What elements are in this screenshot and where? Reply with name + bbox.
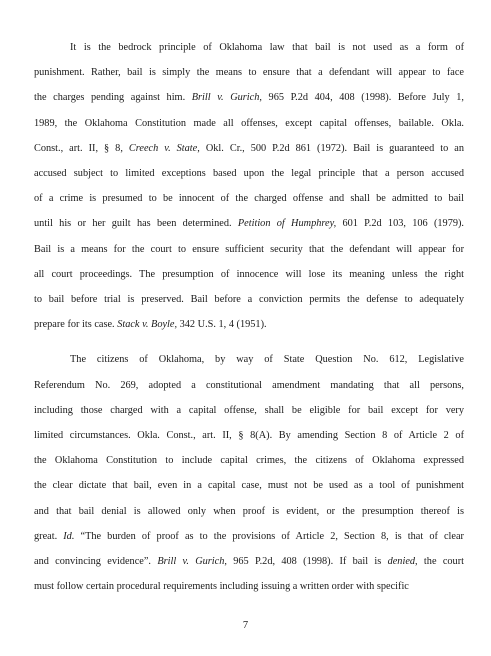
text-run: It is the bedrock principle of Oklahoma law that bail is not used as a form of	[70, 42, 464, 53]
text-run: , 965 P.2d 404, 408 (1998). Before July 1,	[259, 92, 464, 104]
case-citation: denied	[387, 556, 416, 568]
text-run: “The burden of proof as to the provisions of Article 2, Section 8, is that of clear	[74, 530, 464, 542]
text-line	[34, 211, 464, 236]
text-run: the Oklahoma Constitution to include capital crimes, the citizens of Oklahoma expressed	[34, 455, 464, 467]
case-citation: Brill v. Gurich	[191, 92, 260, 104]
paragraph-gap	[34, 337, 464, 347]
text-run: the charges pending against him.	[34, 92, 192, 104]
text-run: , the court	[415, 556, 464, 568]
text-line	[34, 186, 464, 211]
text-run: prepare for its case.	[34, 319, 118, 331]
text-run: 601 P.2d 103, 106 (1979).	[336, 218, 464, 230]
text-line	[34, 237, 464, 262]
text-line	[34, 423, 464, 448]
text-run: 1989, the Oklahoma Constitution made all offenses, except capital offenses, bailable. Okla.	[34, 117, 464, 129]
text-run: until his or her guilt has been determined.	[34, 218, 238, 230]
text-run: and convincing evidence”.	[34, 556, 158, 568]
text-line	[34, 473, 464, 498]
text-line	[34, 373, 464, 398]
text-line	[34, 35, 464, 60]
text-run: Const., art. II, § 8,	[34, 142, 129, 154]
text-line	[34, 549, 464, 574]
text-line	[34, 262, 464, 287]
text-line	[34, 448, 464, 473]
text-run: the clear dictate that bail, even in a capital case, must not be used as a tool of punishment	[34, 480, 464, 492]
paragraph-state-question	[34, 347, 464, 599]
text-run: Referendum No. 269, adopted a constitutional amendment mandating that all persons,	[34, 379, 464, 391]
text-line	[34, 60, 464, 85]
text-line	[34, 574, 464, 599]
text-run: limited circumstances. Okla. Const., art. II, § 8(A). By amending Section 8 of Article 2 of	[34, 430, 464, 442]
text-run: accused subject to limited exceptions based upon the legal principle that a person accused	[34, 168, 464, 180]
text-run: great.	[34, 530, 64, 542]
text-line	[34, 111, 464, 136]
text-run: to bail before trial is preserved. Bail before a conviction permits the defense to adequately	[34, 294, 464, 306]
text-run: and that bail denial is allowed only when proof is evident, or the presumption thereof is	[34, 505, 464, 517]
case-citation: Creech v. State	[128, 142, 198, 154]
text-run: , 965 P.2d, 408 (1998). If bail is	[224, 556, 388, 568]
case-citation: Petition of Humphrey,	[237, 218, 337, 230]
text-line	[34, 347, 464, 372]
case-citation: Id.	[63, 530, 75, 542]
case-citation: Stack v. Boyle,	[117, 319, 178, 331]
text-run: of a crime is presumed to be innocent of the charged offense and shall be admitted to bail	[34, 193, 464, 205]
text-run: 342 U.S. 1, 4 (1951).	[177, 319, 267, 331]
text-line	[34, 161, 464, 186]
text-line	[34, 312, 464, 337]
text-line	[34, 85, 464, 110]
text-line	[34, 524, 464, 549]
text-run: must follow certain procedural requirements including issuing a written order with specific	[34, 581, 409, 593]
text-line	[34, 136, 464, 161]
text-run: all court proceedings. The presumption of innocence will lose its meaning unless the right	[34, 268, 464, 280]
text-run: Bail is a means for the court to ensure sufficient security that the defendant will appear for	[34, 243, 464, 255]
text-line	[34, 287, 464, 312]
text-run: The citizens of Oklahoma, by way of State Question No. 612, Legislative	[70, 354, 464, 366]
text-run: including those charged with a capital offense, shall be eligible for bail except for very	[34, 404, 464, 416]
page-number: 7	[242, 620, 249, 631]
text-line	[34, 499, 464, 524]
document-body	[34, 35, 464, 599]
case-citation: Brill v. Gurich	[157, 556, 225, 568]
text-line	[34, 398, 464, 423]
text-run: punishment. Rather, bail is simply the means to ensure that a defendant will appear to face	[34, 67, 464, 79]
paragraph-bail-principle	[34, 35, 464, 337]
text-run: , Okl. Cr., 500 P.2d 861 (1972). Bail is guaranteed to an	[197, 142, 464, 154]
